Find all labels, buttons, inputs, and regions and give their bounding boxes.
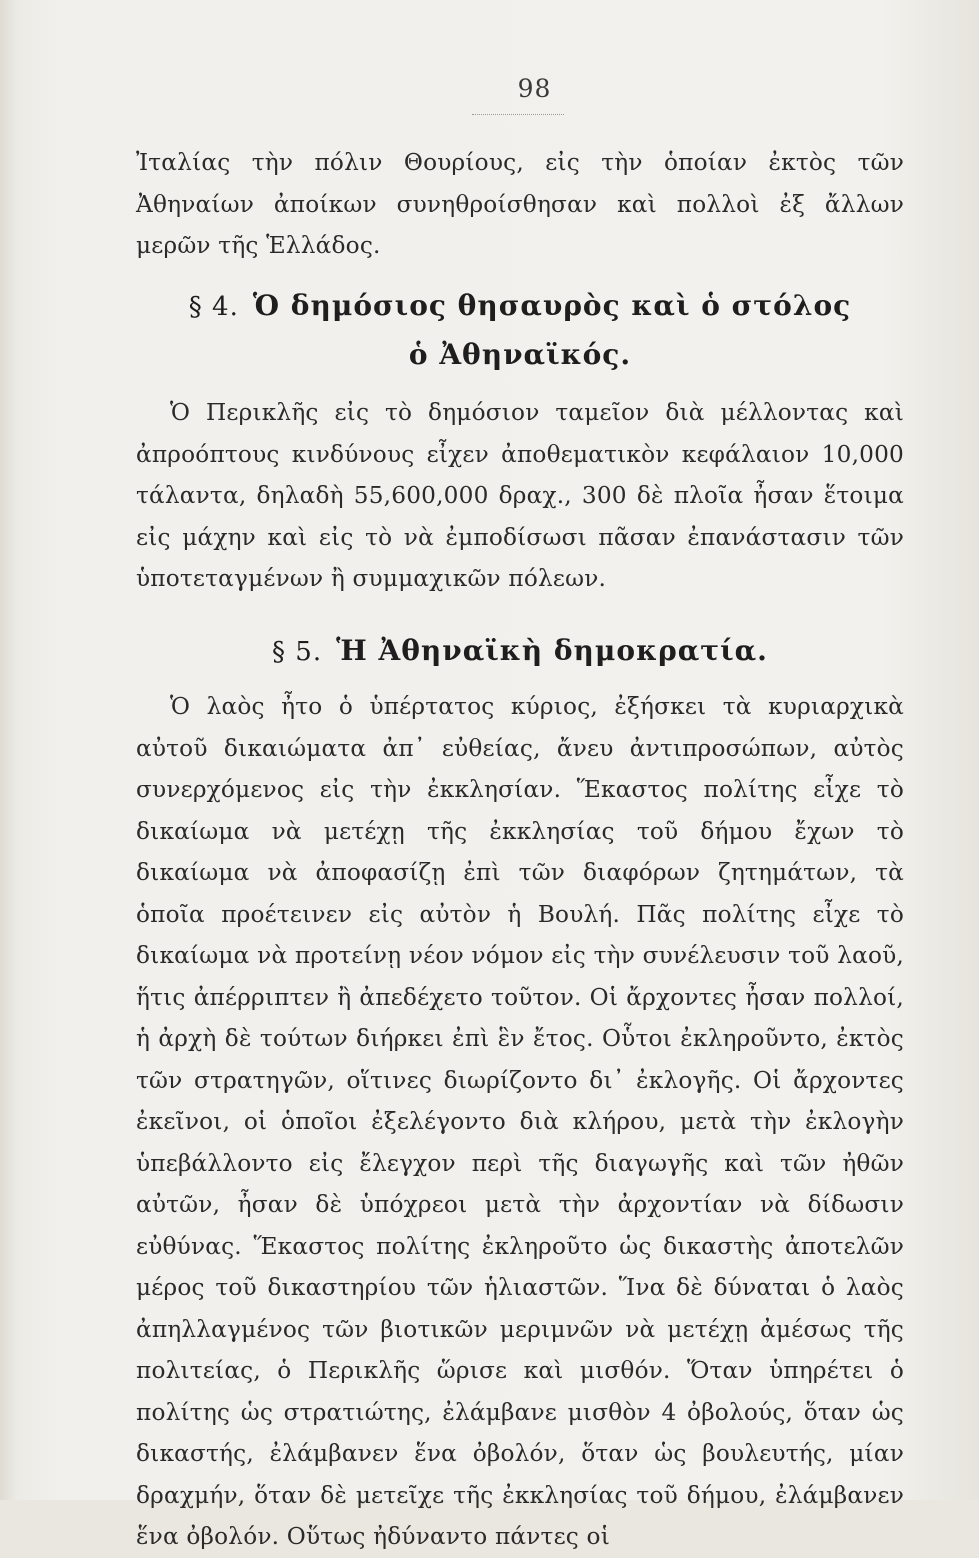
section-4-paragraph: Ὁ Περικλῆς εἰς τὸ δημόσιον ταμεῖον διὰ μέλλοντας καὶ ἀπροόπτους κινδύνους εἶχεν ἀποθεματικὸν κεφάλαιον 10,000 τάλαντα, δηλαδὴ 55,600,000 δραχ., 300 δὲ πλοῖα ἦσαν ἕτοιμα εἰς μάχην καὶ εἰς τὸ νὰ ἐμποδίσωσι πᾶσαν ἐπανάστασιν τῶν ὑποτεταγμένων ἢ συμμαχικῶν πόλεων. (136, 399, 904, 592)
section-4-heading-line-1 (0, 282, 979, 331)
intro-text (136, 142, 904, 267)
section-4-title-line-2: ὁ Ἀθηναϊκός. (408, 338, 632, 371)
section-4-title-line-1: Ὁ δημόσιος θησαυρὸς καὶ ὁ στόλος (252, 289, 852, 322)
section-5-paragraph: Ὁ λαὸς ἦτο ὁ ὑπέρτατος κύριος, ἐξήσκει τὰ κυριαρχικὰ αὐτοῦ δικαιώματα ἀπ᾿ εὐθείας, ἄνευ ἀντιπροσώπων, αὐτὸς συνερχόμενος εἰς τὴν ἐκκλησίαν. Ἕκαστος πολίτης εἶχε τὸ δικαίωμα νὰ μετέχῃ τῆς ἐκκλησίας τοῦ δήμου ἔχων τὸ δικαίωμα νὰ ἀποφασίζῃ ἐπὶ τῶν διαφόρων ζητημάτων, τὰ ὁποῖα προέτεινεν εἰς αὐτὸν ἡ Βουλή. Πᾶς πολίτης εἶχε τὸ δικαίωμα νὰ προτείνῃ νέον νόμον εἰς τὴν συνέλευσιν τοῦ λαοῦ, ἥτις ἀπέρριπτεν ἢ ἀπεδέχετο τοῦτον. Οἱ ἄρχοντες ἦσαν πολλοί, ἡ ἀρχὴ δὲ τούτων διήρκει ἐπὶ ἓν ἔτος. Οὗτοι ἐκληροῦντο, ἐκτὸς τῶν στρατηγῶν, οἵτινες διωρίζοντο δι᾿ ἐκλογῆς. Οἱ ἄρχοντες ἐκεῖνοι, οἱ ὁποῖοι ἐξελέγοντο διὰ κλήρου, μετὰ τὴν ἐκλογὴν ὑπεβάλλοντο εἰς ἔλεγχον περὶ τῆς διαγωγῆς καὶ τῶν ἠθῶν αὐτῶν, ἦσαν δὲ ὑπόχρεοι μετὰ τὴν ἀρχοντίαν νὰ δίδωσιν εὐθύνας. Ἕκαστος πολίτης ἐκληροῦτο ὡς δικαστὴς ἀποτελῶν μέρος τοῦ δικαστηρίου τῶν ἡλιαστῶν. Ἵνα δὲ δύναται ὁ λαὸς ἀπηλλαγμένος τῶν βιοτικῶν μεριμνῶν νὰ μετέχῃ ἀμέσως τῆς πολιτείας, ὁ Περικλῆς ὥρισε καὶ μισθόν. Ὅταν ὑπηρέτει ὁ πολίτης ὡς στρατιώτης, ἐλάμβανε μισθὸν 4 ὀβολούς, ὅταν ὡς δικαστής, ἐλάμβανεν ἕνα ὀβολόν, ὅταν ὡς βουλευτής, μίαν δραχμήν, ὅταν δὲ μετεῖχε τῆς ἐκκλησίας τοῦ δήμου, ἐλάμβανεν ἕνα ὀβολόν. Οὕτως ἠδύναντο πάντες οἱ (136, 693, 904, 1550)
intro-paragraph: Ἰταλίας τὴν πόλιν Θουρίους, εἰς τὴν ὁποίαν ἐκτὸς τῶν Ἀθηναίων ἀποίκων συνηθροίσθησαν καὶ πολλοὶ ἐξ ἄλλων μερῶν τῆς Ἑλλάδος. (136, 149, 904, 259)
section-5-heading (0, 627, 979, 676)
section-4-body (136, 392, 904, 600)
page-number-rule (472, 114, 564, 115)
section-4-number: § 4. (188, 292, 239, 322)
section-4-heading (0, 282, 979, 379)
section-5-body (136, 686, 904, 1558)
section-5-number: § 5. (272, 637, 323, 667)
section-5-title: Ἡ Ἀθηναϊκὴ δημοκρατία. (336, 634, 768, 667)
page-number: 98 (517, 74, 552, 103)
